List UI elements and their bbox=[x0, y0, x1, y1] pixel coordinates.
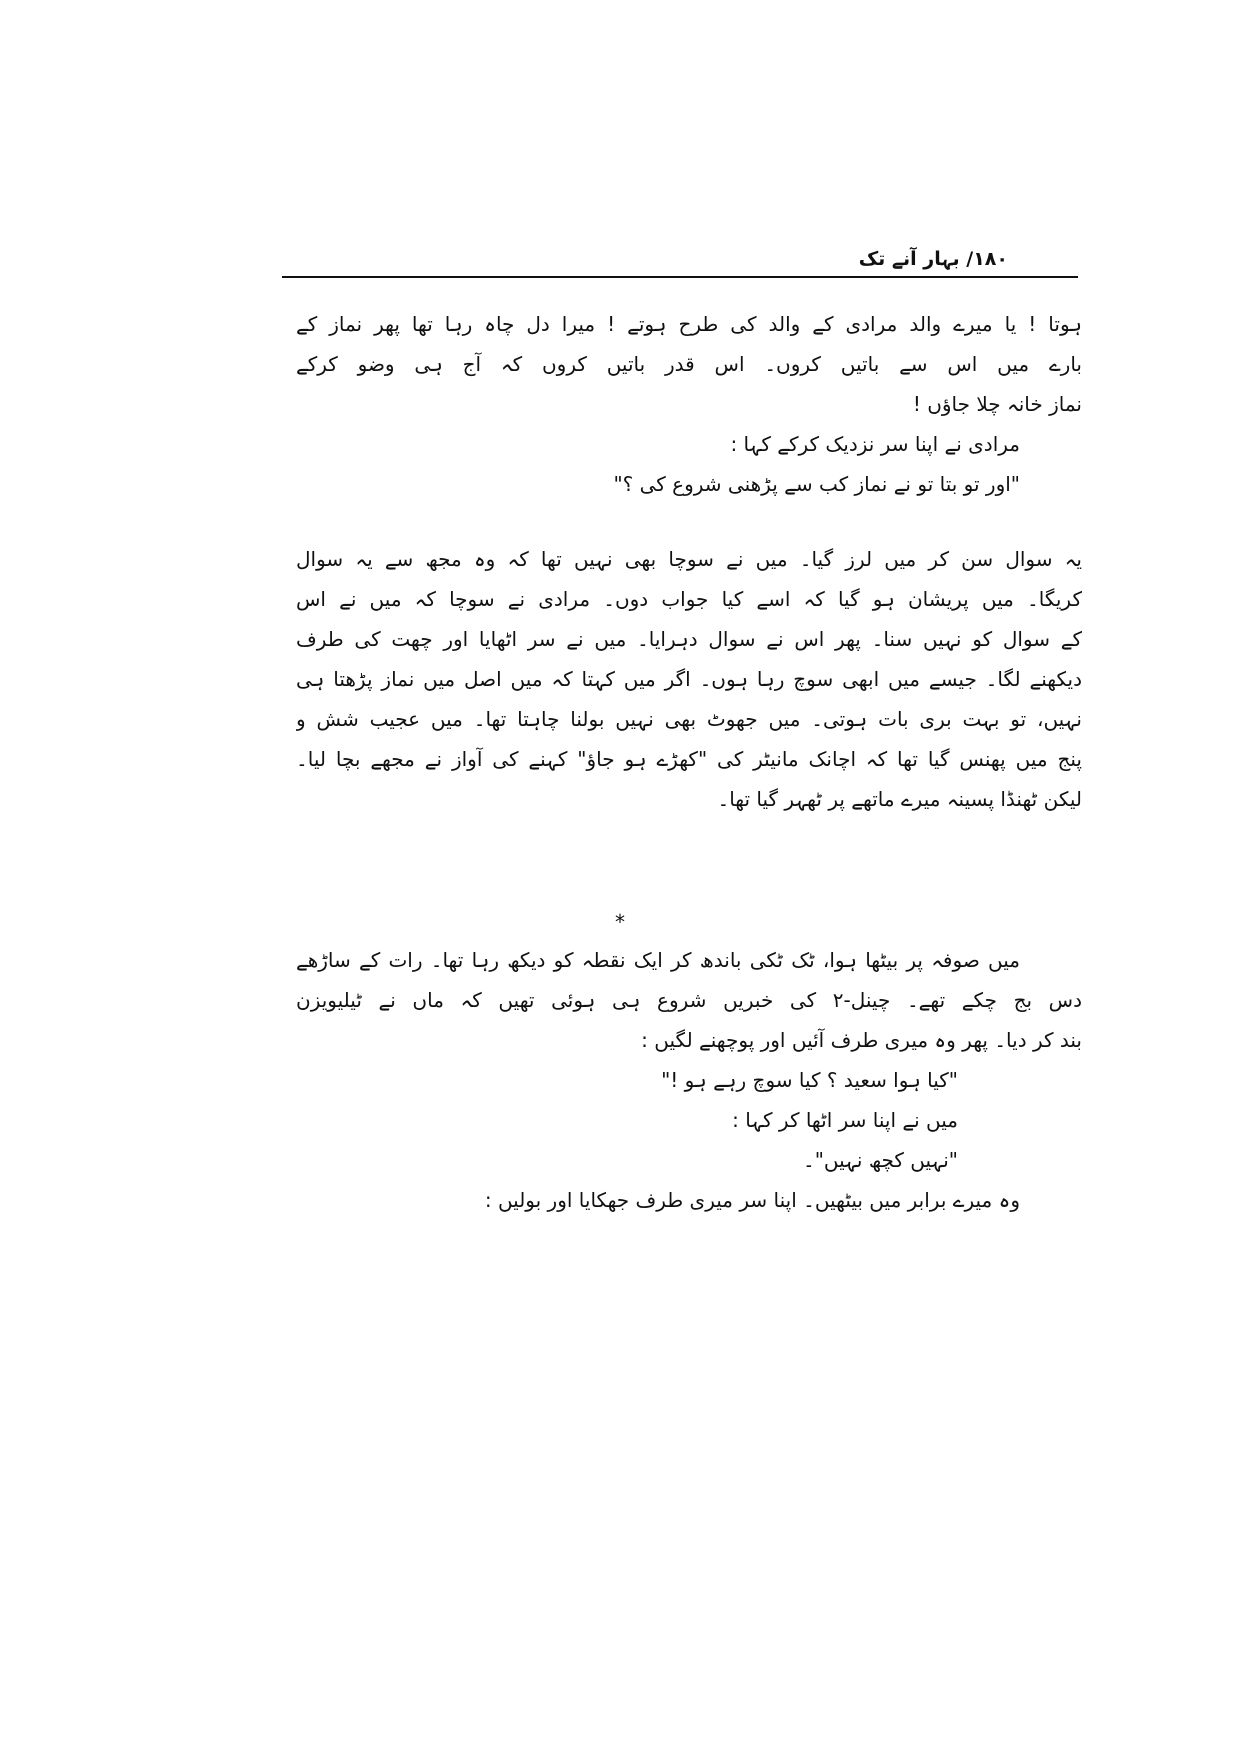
text-line: کریگا۔ میں پریشان ہو گیا کہ اسے کیا جواب دوں۔ مرادی نے سوچا کہ میں نے اس bbox=[296, 587, 1082, 611]
text-line: نماز خانہ چلا جاؤں ! bbox=[912, 392, 1082, 416]
running-head: ۱۸۰/ بہار آنے تک bbox=[858, 248, 1008, 270]
text-line: میں نے اپنا سر اٹھا کر کہا : bbox=[732, 1108, 958, 1132]
text-line: پنج میں پھنس گیا تھا کہ اچانک مانیٹر کی "کھڑے ہو جاؤ" کہنے کی آواز نے مجھے بچا لیا۔ bbox=[296, 747, 1082, 771]
dialogue-line: "نہیں کچھ نہیں"۔ bbox=[803, 1148, 958, 1172]
text-line: میں صوفہ پر بیٹھا ہوا، ٹک ٹکی باندھ کر ایک نقطہ کو دیکھ رہا تھا۔ رات کے ساڑھے bbox=[296, 948, 1020, 972]
text-line: یہ سوال سن کر میں لرز گیا۔ میں نے سوچا بھی نہیں تھا کہ وہ مجھ سے یہ سوال bbox=[296, 547, 1082, 571]
dialogue-line: "اور تو بتا تو نے نماز کب سے پڑھنی شروع کی ؟" bbox=[613, 472, 1020, 496]
text-line: بارے میں اس سے باتیں کروں۔ اس قدر باتیں کروں کہ آج ہی وضو کرکے bbox=[296, 352, 1082, 376]
text-line: دس بج چکے تھے۔ چینل-۲ کی خبریں شروع ہی ہوئی تھیں کہ ماں نے ٹیلیویزن bbox=[296, 988, 1082, 1012]
dialogue-line: "کیا ہوا سعید ؟ کیا سوچ رہے ہو !" bbox=[661, 1068, 958, 1092]
header-rule bbox=[282, 276, 1078, 278]
text-line: وہ میرے برابر میں بیٹھیں۔ اپنا سر میری طرف جھکایا اور بولیں : bbox=[484, 1188, 1020, 1212]
text-line: لیکن ٹھنڈا پسینہ میرے ماتھے پر ٹھہر گیا تھا۔ bbox=[717, 787, 1082, 811]
text-line: بند کر دیا۔ پھر وہ میری طرف آئیں اور پوچھنے لگیں : bbox=[641, 1028, 1082, 1052]
text-line: کے سوال کو نہیں سنا۔ پھر اس نے سوال دہرایا۔ میں نے سر اٹھایا اور چھت کی طرف bbox=[296, 627, 1082, 651]
section-separator: * bbox=[615, 910, 625, 934]
paragraph-main bbox=[296, 539, 1082, 819]
text-line: مرادی نے اپنا سر نزدیک کرکے کہا : bbox=[730, 432, 1020, 456]
paragraph-scene bbox=[296, 940, 1082, 1220]
paragraph-continuation bbox=[296, 304, 1082, 504]
text-line: دیکھنے لگا۔ جیسے میں ابھی سوچ رہا ہوں۔ اگر میں کہتا کہ میں اصل میں نماز پڑھتا ہی bbox=[296, 667, 1082, 691]
text-line: نہیں، تو بہت بری بات ہوتی۔ میں جھوٹ بھی نہیں بولنا چاہتا تھا۔ میں عجیب شش و bbox=[296, 707, 1082, 731]
text-line: ہوتا ! یا میرے والد مرادی کے والد کی طرح ہوتے ! میرا دل چاہ رہا تھا پھر نماز کے bbox=[296, 312, 1082, 336]
